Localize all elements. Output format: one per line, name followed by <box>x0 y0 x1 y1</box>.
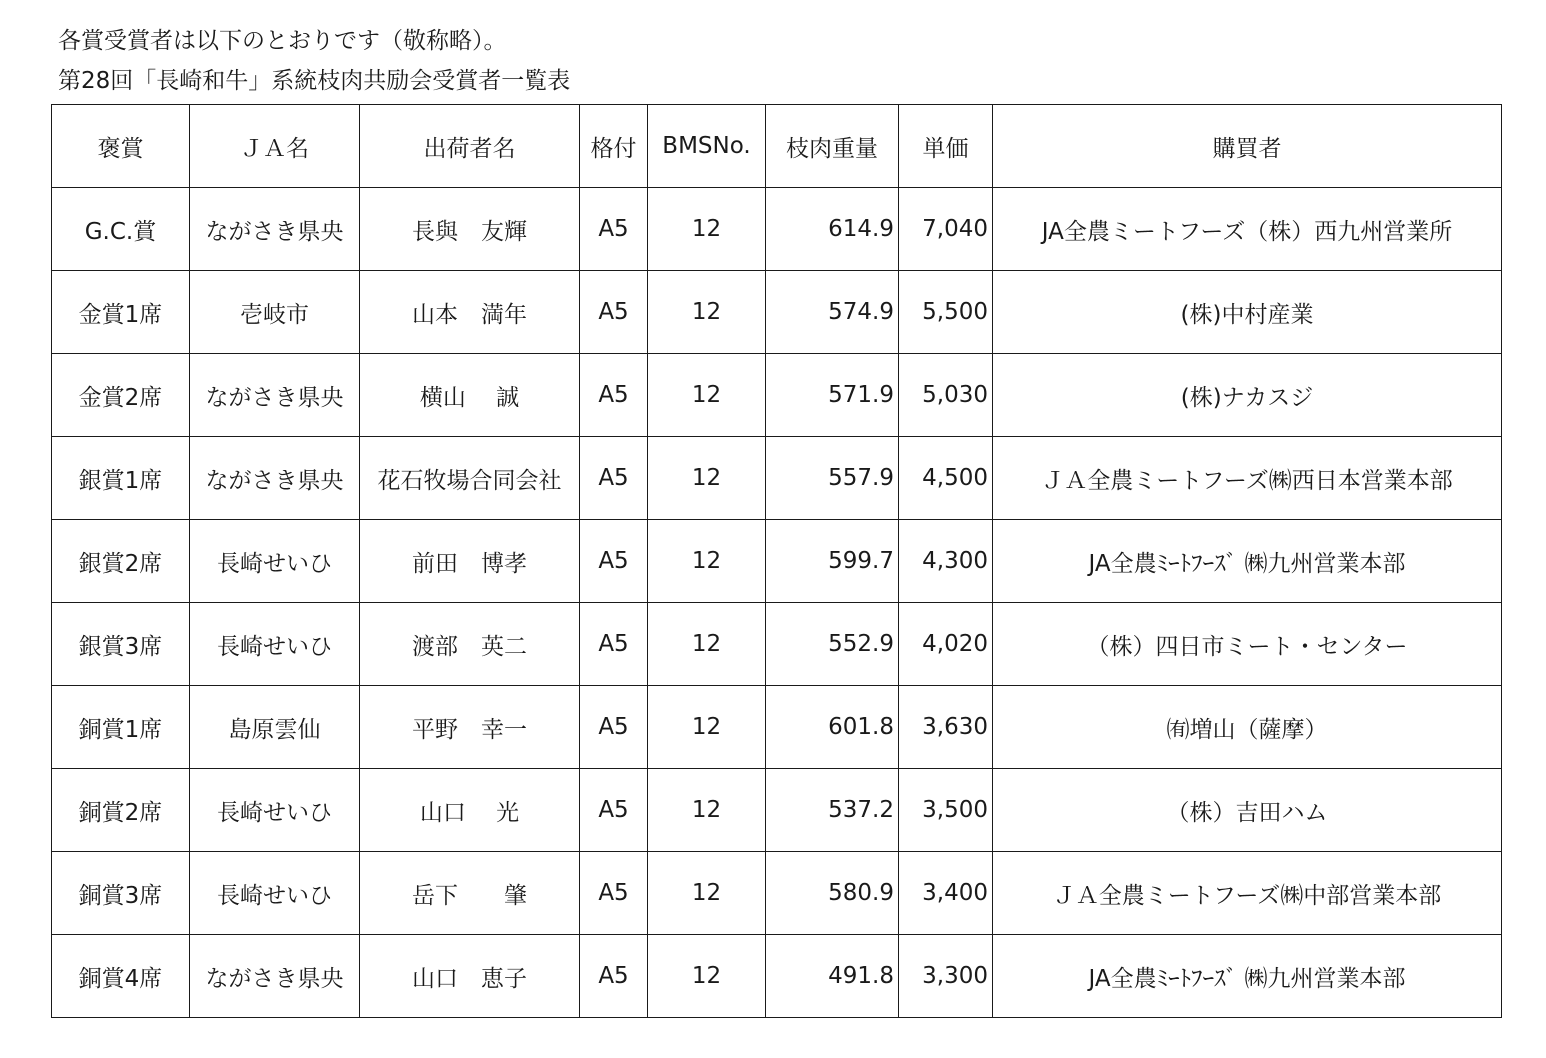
header-shipper-name: 出荷者名 <box>360 105 580 188</box>
ja-name-cell: 長崎せいひ <box>190 520 360 603</box>
unit-price-cell: 5,500 <box>899 271 993 354</box>
grade-cell: A5 <box>580 271 648 354</box>
buyer-cell: ㈲増山（薩摩） <box>993 686 1502 769</box>
buyer-cell: ＪＡ全農ミートフーズ㈱中部営業本部 <box>993 852 1502 935</box>
table-row <box>52 354 1502 437</box>
grade-cell: A5 <box>580 188 648 271</box>
table-row <box>52 935 1502 1018</box>
ja-name-cell: 島原雲仙 <box>190 686 360 769</box>
grade-cell: A5 <box>580 520 648 603</box>
award-cell: 金賞1席 <box>52 271 190 354</box>
ja-name-cell: ながさき県央 <box>190 935 360 1018</box>
bms-no-cell: 12 <box>648 188 766 271</box>
unit-price-cell: 3,630 <box>899 686 993 769</box>
carcass-weight-cell: 601.8 <box>766 686 899 769</box>
shipper-name-cell: 長與 友輝 <box>360 188 580 271</box>
shipper-name-cell: 前田 博孝 <box>360 520 580 603</box>
awards-table <box>51 104 1502 1018</box>
award-cell: 銅賞4席 <box>52 935 190 1018</box>
table-row <box>52 437 1502 520</box>
header-award: 褒賞 <box>52 105 190 188</box>
shipper-name-cell: 山口 光 <box>360 769 580 852</box>
grade-cell: A5 <box>580 686 648 769</box>
table-row <box>52 852 1502 935</box>
buyer-cell: JA全農ミートフーズ（株）西九州営業所 <box>993 188 1502 271</box>
header-bms-no: BMSNo. <box>648 105 766 188</box>
carcass-weight-cell: 580.9 <box>766 852 899 935</box>
shipper-name-cell: 平野 幸一 <box>360 686 580 769</box>
ja-name-cell: 壱岐市 <box>190 271 360 354</box>
buyer-cell: (株)中村産業 <box>993 271 1502 354</box>
award-cell: 銀賞2席 <box>52 520 190 603</box>
carcass-weight-cell: 574.9 <box>766 271 899 354</box>
unit-price-cell: 4,500 <box>899 437 993 520</box>
bms-no-cell: 12 <box>648 935 766 1018</box>
unit-price-cell: 3,300 <box>899 935 993 1018</box>
bms-no-cell: 12 <box>648 852 766 935</box>
award-cell: 金賞2席 <box>52 354 190 437</box>
header-grade: 格付 <box>580 105 648 188</box>
bms-no-cell: 12 <box>648 603 766 686</box>
shipper-name-cell: 山本 満年 <box>360 271 580 354</box>
award-cell: G.C.賞 <box>52 188 190 271</box>
carcass-weight-cell: 552.9 <box>766 603 899 686</box>
unit-price-cell: 7,040 <box>899 188 993 271</box>
bms-no-cell: 12 <box>648 769 766 852</box>
carcass-weight-cell: 571.9 <box>766 354 899 437</box>
header-buyer: 購買者 <box>993 105 1502 188</box>
ja-name-cell: 長崎せいひ <box>190 769 360 852</box>
grade-cell: A5 <box>580 603 648 686</box>
ja-name-cell: 長崎せいひ <box>190 603 360 686</box>
shipper-name-cell: 山口 恵子 <box>360 935 580 1018</box>
award-cell: 銀賞1席 <box>52 437 190 520</box>
carcass-weight-cell: 491.8 <box>766 935 899 1018</box>
header-ja-name: ＪＡ名 <box>190 105 360 188</box>
shipper-name-cell: 横山 誠 <box>360 354 580 437</box>
buyer-cell: (株)ナカスジ <box>993 354 1502 437</box>
grade-cell: A5 <box>580 437 648 520</box>
bms-no-cell: 12 <box>648 437 766 520</box>
unit-price-cell: 4,020 <box>899 603 993 686</box>
buyer-cell: JA全農ﾐｰﾄﾌｰｽﾞ ㈱九州営業本部 <box>993 935 1502 1018</box>
buyer-cell: JA全農ﾐｰﾄﾌｰｽﾞ ㈱九州営業本部 <box>993 520 1502 603</box>
carcass-weight-cell: 614.9 <box>766 188 899 271</box>
grade-cell: A5 <box>580 852 648 935</box>
bms-no-cell: 12 <box>648 686 766 769</box>
ja-name-cell: ながさき県央 <box>190 437 360 520</box>
ja-name-cell: 長崎せいひ <box>190 852 360 935</box>
shipper-name-cell: 岳下 肇 <box>360 852 580 935</box>
award-cell: 銅賞3席 <box>52 852 190 935</box>
shipper-name-cell: 花石牧場合同会社 <box>360 437 580 520</box>
buyer-cell: （株）吉田ハム <box>993 769 1502 852</box>
unit-price-cell: 3,500 <box>899 769 993 852</box>
table-header-row <box>52 105 1502 188</box>
bms-no-cell: 12 <box>648 271 766 354</box>
intro-text: 各賞受賞者は以下のとおりです（敬称略）。 <box>58 28 507 54</box>
buyer-cell: ＪＡ全農ミートフーズ㈱西日本営業本部 <box>993 437 1502 520</box>
buyer-cell: （株）四日市ミート・センター <box>993 603 1502 686</box>
ja-name-cell: ながさき県央 <box>190 354 360 437</box>
ja-name-cell: ながさき県央 <box>190 188 360 271</box>
table-row <box>52 603 1502 686</box>
unit-price-cell: 3,400 <box>899 852 993 935</box>
carcass-weight-cell: 537.2 <box>766 769 899 852</box>
document-title: 第28回「長崎和牛」系統枝肉共励会受賞者一覧表 <box>58 68 571 94</box>
table-row <box>52 520 1502 603</box>
award-cell: 銀賞3席 <box>52 603 190 686</box>
grade-cell: A5 <box>580 769 648 852</box>
bms-no-cell: 12 <box>648 520 766 603</box>
carcass-weight-cell: 557.9 <box>766 437 899 520</box>
bms-no-cell: 12 <box>648 354 766 437</box>
header-unit-price: 単価 <box>899 105 993 188</box>
table-body <box>52 188 1502 1018</box>
award-cell: 銅賞2席 <box>52 769 190 852</box>
table-row <box>52 271 1502 354</box>
shipper-name-cell: 渡部 英二 <box>360 603 580 686</box>
award-cell: 銅賞1席 <box>52 686 190 769</box>
header-carcass-weight: 枝肉重量 <box>766 105 899 188</box>
table-row <box>52 769 1502 852</box>
carcass-weight-cell: 599.7 <box>766 520 899 603</box>
table-row <box>52 188 1502 271</box>
unit-price-cell: 5,030 <box>899 354 993 437</box>
unit-price-cell: 4,300 <box>899 520 993 603</box>
grade-cell: A5 <box>580 354 648 437</box>
table-row <box>52 686 1502 769</box>
grade-cell: A5 <box>580 935 648 1018</box>
